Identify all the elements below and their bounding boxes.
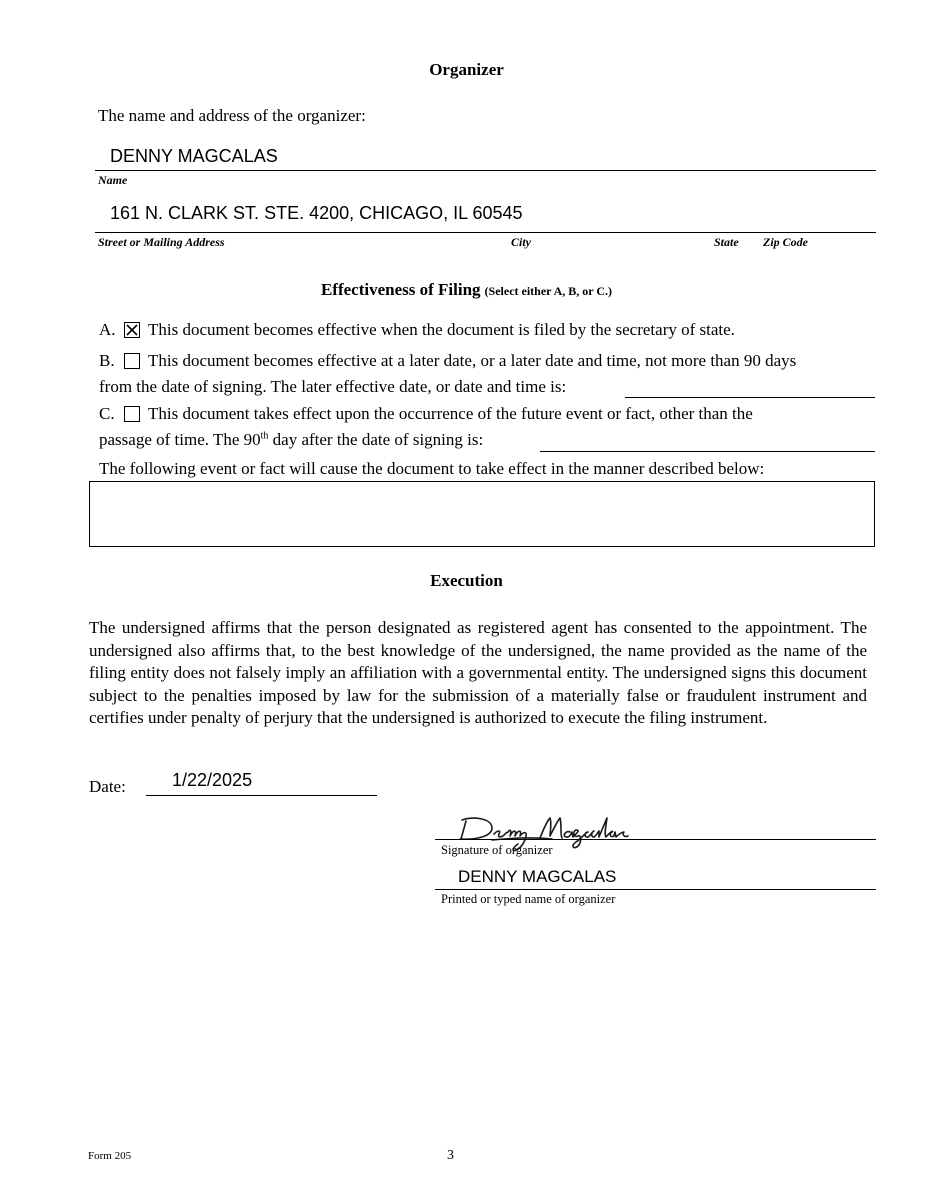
event-prompt: The following event or fact will cause the document to take effect in the manner described below:	[99, 459, 765, 478]
organizer-address-field[interactable]: 161 N. CLARK ST. STE. 4200, CHICAGO, IL 60545	[110, 203, 523, 223]
form-number: Form 205	[88, 1150, 132, 1162]
organizer-heading: Organizer	[429, 60, 504, 79]
checkbox-x-icon	[126, 324, 138, 336]
option-c-text-line2-pre: passage of time. The 90	[99, 430, 261, 449]
printed-name-caption: Printed or typed name of organizer	[441, 892, 616, 906]
address-caption-state: State	[714, 235, 739, 249]
option-b-letter: B.	[99, 351, 115, 370]
printed-name-field[interactable]: DENNY MAGCALAS	[458, 867, 617, 886]
option-b-text-line2: from the date of signing. The later effective date, or date and time is:	[99, 377, 567, 396]
address-caption-city: City	[511, 235, 531, 249]
printed-name-underline	[435, 889, 876, 890]
name-underline	[95, 170, 876, 171]
address-caption-street: Street or Mailing Address	[98, 235, 225, 249]
option-c-text-line2-post: day after the date of signing is:	[268, 430, 484, 449]
page-number: 3	[447, 1148, 454, 1163]
effectiveness-subheading: (Select either A, B, or C.)	[484, 284, 613, 298]
date-field[interactable]: 1/22/2025	[172, 770, 253, 790]
name-caption: Name	[98, 173, 128, 187]
signature-line[interactable]	[435, 839, 876, 840]
option-c-ordinal: th	[260, 430, 269, 442]
option-c-letter: C.	[99, 404, 115, 423]
execution-heading: Execution	[430, 571, 503, 590]
date-label: Date:	[89, 777, 126, 796]
address-caption-zip: Zip Code	[763, 235, 808, 249]
option-c-text-line1: This document takes effect upon the occurrence of the future event or fact, other than the	[148, 404, 753, 423]
organizer-intro: The name and address of the organizer:	[98, 106, 366, 125]
option-b-text-line1: This document becomes effective at a later date, or a later date and time, not more than 90 days	[148, 351, 797, 370]
address-underline	[95, 232, 876, 233]
option-c-text-line2	[99, 430, 483, 450]
option-c-date-input[interactable]	[540, 451, 875, 452]
date-underline	[146, 795, 377, 796]
option-b-date-input[interactable]	[625, 397, 875, 398]
organizer-name-field[interactable]: DENNY MAGCALAS	[110, 146, 278, 166]
execution-paragraph: The undersigned affirms that the person designated as registered agent has consented to the appointment. The undersigned also affirms that, to the best knowledge of the undersigned, the name provided as the name of the filing entity does not falsely imply an affiliation with a governmental entity. The undersigned signs this document subject to the penalties imposed by law for the submission of a materially false or fraudulent instrument and certifies under penalty of perjury that the undersigned is authorized to execute the filing instrument.	[89, 618, 867, 727]
option-a-letter: A.	[99, 320, 116, 339]
signature-caption: Signature of organizer	[441, 843, 553, 857]
effectiveness-heading-row	[0, 280, 933, 300]
option-c-checkbox[interactable]	[124, 406, 140, 422]
event-description-box[interactable]	[89, 481, 875, 547]
option-b-checkbox[interactable]	[124, 353, 140, 369]
option-a-checkbox[interactable]	[124, 322, 140, 338]
effectiveness-heading: Effectiveness of Filing	[320, 280, 481, 299]
option-a-text: This document becomes effective when the document is filed by the secretary of state.	[148, 320, 735, 339]
